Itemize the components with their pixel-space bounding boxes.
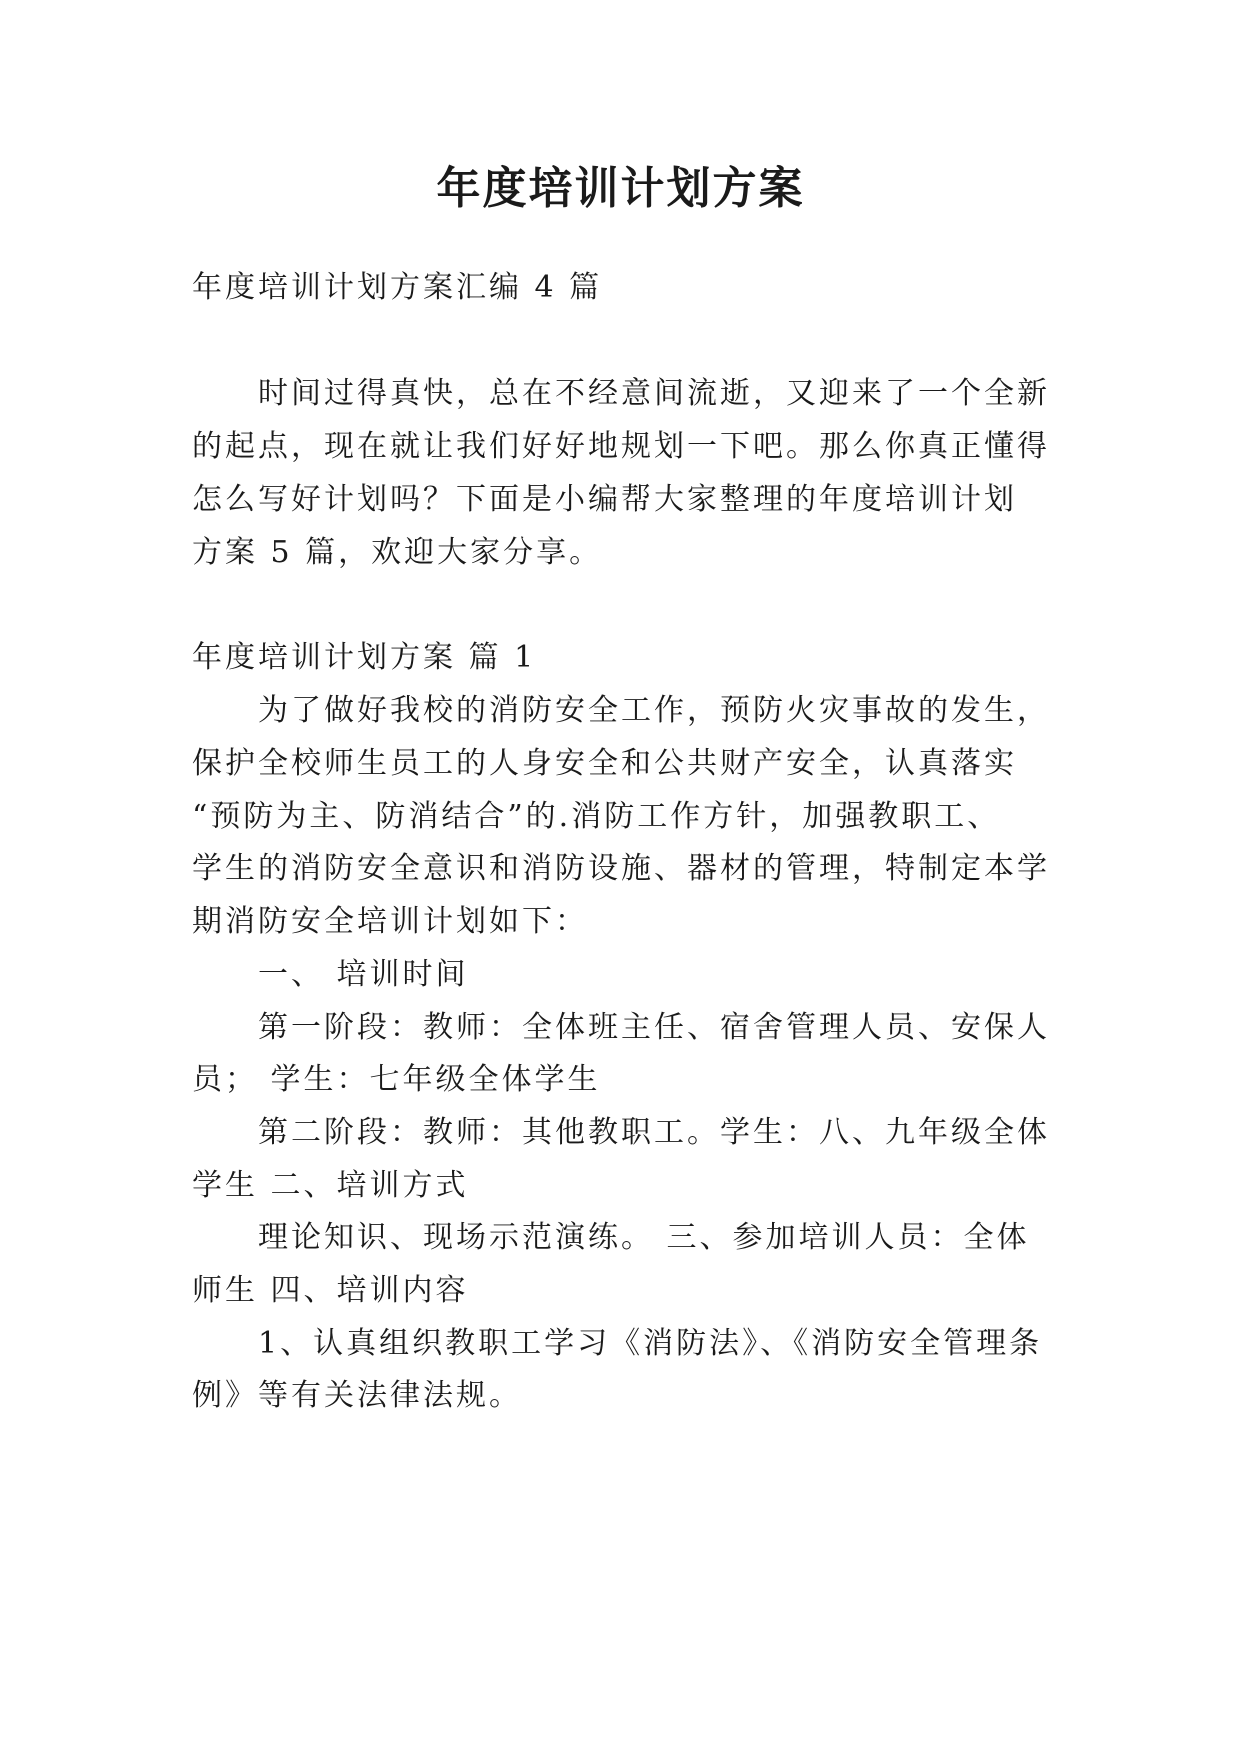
section-line-1: 为了做好我校的消防安全工作，预防火灾事故的发生， [258, 693, 1050, 728]
section-line-12: 师生 四、培训内容 [192, 1273, 469, 1308]
intro-line-1: 时间过得真快，总在不经意间流逝，又迎来了一个全新 [258, 376, 1050, 411]
section-line-3: “预防为主、防消结合”的.消防工作方针，加强教职工、 [192, 799, 1001, 834]
document-subtitle: 年度培训计划方案汇编 4 篇 [192, 270, 603, 305]
section-line-9: 第二阶段：教师：其他教职工。学生：八、九年级全体 [258, 1115, 1050, 1150]
section-heading: 年度培训计划方案 篇 1 [192, 640, 537, 675]
intro-line-3: 怎么写好计划吗？下面是小编帮大家整理的年度培训计划 [192, 482, 1017, 517]
section-line-2: 保护全校师生员工的人身安全和公共财产安全，认真落实 [192, 746, 1017, 781]
document-title: 年度培训计划方案 [436, 163, 805, 214]
section-line-4: 学生的消防安全意识和消防设施、器材的管理，特制定本学 [192, 851, 1050, 886]
section-line-10: 学生 二、培训方式 [192, 1168, 469, 1203]
section-line-13: 1、认真组织教职工学习《消防法》、《消防安全管理条 [258, 1326, 1043, 1361]
intro-line-4: 方案 5 篇，欢迎大家分享。 [192, 535, 603, 570]
section-line-7: 第一阶段：教师：全体班主任、宿舍管理人员、安保人 [258, 1010, 1050, 1045]
intro-line-2: 的起点，现在就让我们好好地规划一下吧。那么你真正懂得 [192, 429, 1050, 464]
section-line-14: 例》等有关法律法规。 [192, 1378, 522, 1413]
section-line-5: 期消防安全培训计划如下： [192, 904, 588, 939]
section-line-8: 员； 学生：七年级全体学生 [192, 1062, 601, 1097]
section-line-6: 一、 培训时间 [258, 957, 469, 992]
section-line-11: 理论知识、现场示范演练。 三、参加培训人员：全体 [258, 1220, 1030, 1255]
